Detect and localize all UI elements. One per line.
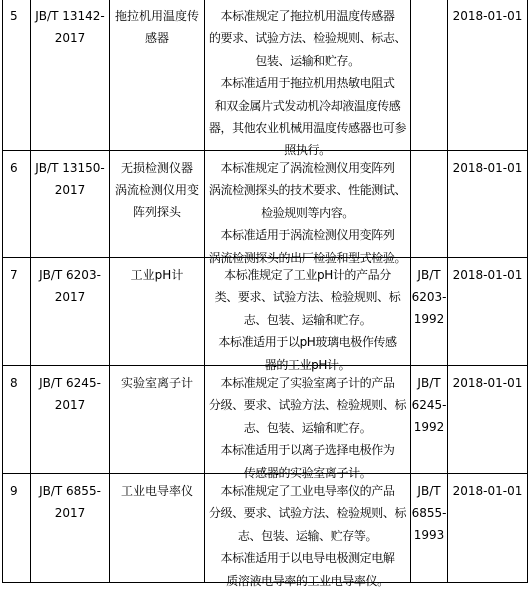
description-line: 包装、运输和贮存。 xyxy=(255,53,360,68)
standard-number-line: JB/T 13142- xyxy=(35,9,105,23)
standard-name-line: 阵列探头 xyxy=(132,205,181,219)
cell-standard-number xyxy=(31,0,110,150)
description-line: 本标准规定了工业pH计的产品分 xyxy=(224,268,391,282)
standard-name-line: 实验室离子计 xyxy=(120,376,193,390)
description-line: 器，其他农业机械用温度传感器也可参 xyxy=(208,121,407,136)
row-number: 6 xyxy=(10,161,18,175)
standard-name-line: 工业电导率仪 xyxy=(120,484,193,498)
cell-standard-name xyxy=(110,0,205,150)
replaced-standard-line: 6855- xyxy=(411,506,447,520)
description-line: 本标准规定了拖拉机用温度传感器 xyxy=(220,9,395,23)
standards-table xyxy=(2,0,528,588)
cell-standard-name xyxy=(110,474,205,582)
standard-number-line: 2017 xyxy=(54,398,86,412)
standard-name-line: 无损检测仪器 xyxy=(120,161,193,175)
standard-name-line: 感器 xyxy=(144,31,169,45)
cell-number xyxy=(3,474,31,582)
cell-standard-number xyxy=(31,474,110,582)
effective-date: 2018-01-01 xyxy=(452,9,523,23)
table-row xyxy=(3,151,528,265)
replaced-standard-line: 6203- xyxy=(411,290,447,304)
description-line: 的要求、试验方法、检验规则、标志、 xyxy=(208,31,407,46)
cell-effective-date xyxy=(448,366,528,473)
replaced-standard-line: 6245- xyxy=(411,398,447,412)
cell-number xyxy=(3,151,31,257)
cell-standard-number xyxy=(31,258,110,365)
standard-name-line: 拖拉机用温度传 xyxy=(114,9,199,23)
cell-description xyxy=(205,151,411,265)
description-line: 质溶液电导率的工业电导率仪。 xyxy=(226,573,389,588)
description-line: 志、包装、运输、贮存等。 xyxy=(237,528,378,543)
description-line: 本标准适用于拖拉机用热敏电阻式 xyxy=(220,76,395,91)
cell-standard-name xyxy=(110,151,205,257)
description-line: 和双金属片式发动机冷却液温度传感 xyxy=(214,98,401,113)
description-line: 本标准规定了工业电导率仪的产品 xyxy=(220,484,395,498)
cell-effective-date xyxy=(448,258,528,365)
table-row xyxy=(3,0,528,158)
cell-replaced-standard xyxy=(411,0,448,150)
cell-replaced-standard xyxy=(411,474,448,582)
description-line: 分级、要求、试验方法、检验规则、标 xyxy=(208,506,407,521)
effective-date: 2018-01-01 xyxy=(452,484,523,498)
replaced-standard-line: JB/T xyxy=(417,268,441,282)
row-number: 9 xyxy=(10,484,18,498)
cell-replaced-standard xyxy=(411,366,448,473)
cell-replaced-standard xyxy=(411,151,448,257)
row-number: 7 xyxy=(10,268,18,282)
description-line: 志、包装、运输和贮存。 xyxy=(243,312,372,327)
description-line: 本标准适用于涡流检测仪用变阵列 xyxy=(220,228,395,243)
row-number: 5 xyxy=(10,9,18,23)
cell-description xyxy=(205,474,411,588)
replaced-standard-line: JB/T xyxy=(417,484,441,498)
description-line: 本标准规定了涡流检测仪用变阵列 xyxy=(220,161,395,175)
effective-date: 2018-01-01 xyxy=(452,161,523,175)
description-line: 志、包装、运输和贮存。 xyxy=(243,420,372,435)
replaced-standard-line: 1992 xyxy=(413,420,445,434)
standard-number-line: JB/T 6855- xyxy=(39,484,101,498)
description-line: 传感器的实验室离子计。 xyxy=(243,465,372,480)
standard-name-line: 工业pH计 xyxy=(130,268,184,282)
standard-name-line: 涡流检测仪用变 xyxy=(114,183,199,197)
cell-number xyxy=(3,0,31,150)
description-line: 类、要求、试验方法、检验规则、标 xyxy=(214,290,401,305)
description-line: 照执行。 xyxy=(284,143,331,158)
cell-description xyxy=(205,366,411,480)
standard-number-line: 2017 xyxy=(54,290,86,304)
cell-effective-date xyxy=(448,474,528,582)
standard-number-line: JB/T 6203- xyxy=(39,268,101,282)
standard-number-line: 2017 xyxy=(54,506,86,520)
table-row xyxy=(3,366,528,480)
description-line: 分级、要求、试验方法、检验规则、标 xyxy=(208,398,407,413)
description-line: 本标准适用于以电导电极测定电解 xyxy=(220,551,395,566)
description-line: 本标准适用于以pH玻璃电极作传感 xyxy=(218,335,397,350)
row-number: 8 xyxy=(10,376,18,390)
cell-effective-date xyxy=(448,0,528,150)
replaced-standard-line: JB/T xyxy=(417,376,441,390)
cell-standard-name xyxy=(110,366,205,473)
standard-number-line: 2017 xyxy=(54,31,86,45)
description-line: 涡流检测探头的出厂检验和型式检验。 xyxy=(208,250,407,265)
description-line: 器的工业pH计。 xyxy=(264,357,351,372)
description-line: 涡流检测探头的技术要求、性能测试、 xyxy=(208,183,407,198)
standard-number-line: 2017 xyxy=(54,183,86,197)
effective-date: 2018-01-01 xyxy=(452,268,523,282)
table-row xyxy=(3,258,528,372)
replaced-standard-line: 1992 xyxy=(413,312,445,326)
table-row xyxy=(3,474,528,588)
description-line: 检验规则等内容。 xyxy=(261,205,354,220)
cell-description xyxy=(205,0,411,158)
description-line: 本标准适用于以离子选择电极作为 xyxy=(220,443,395,458)
standard-number-line: JB/T 6245- xyxy=(39,376,101,390)
effective-date: 2018-01-01 xyxy=(452,376,523,390)
cell-number xyxy=(3,258,31,365)
description-line: 本标准规定了实验室离子计的产品 xyxy=(220,376,395,390)
cell-number xyxy=(3,366,31,473)
cell-description xyxy=(205,258,411,372)
cell-standard-name xyxy=(110,258,205,365)
standard-number-line: JB/T 13150- xyxy=(35,161,105,175)
cell-standard-number xyxy=(31,366,110,473)
replaced-standard-line: 1993 xyxy=(413,528,445,542)
cell-effective-date xyxy=(448,151,528,257)
cell-standard-number xyxy=(31,151,110,257)
cell-replaced-standard xyxy=(411,258,448,365)
